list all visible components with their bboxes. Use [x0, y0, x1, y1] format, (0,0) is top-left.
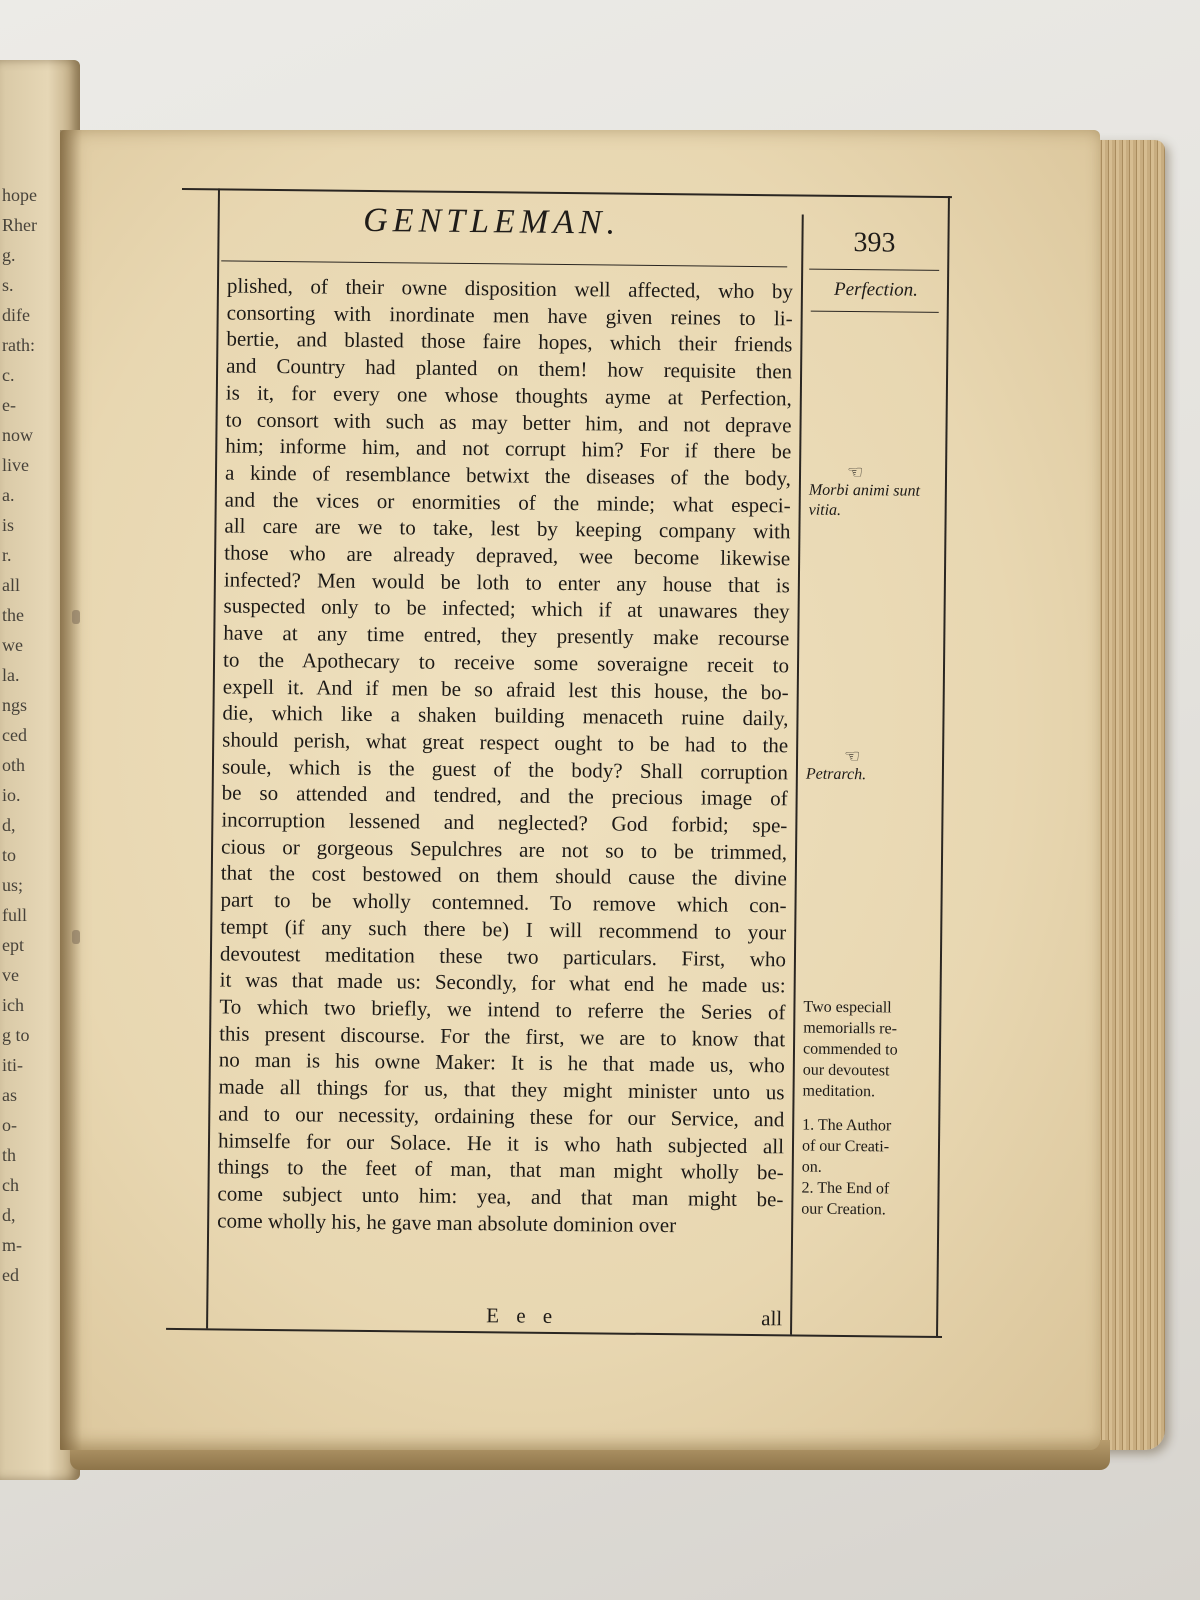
facing-page-fragment: io. [2, 785, 21, 805]
facing-page-fragment: oth [2, 755, 26, 775]
text-line: incorruption lessened and neglected? God forbid; spe- [221, 807, 788, 838]
facing-page-fragment: d, [2, 815, 16, 835]
text-line: to the Apothecary to receive some soveraigne receit to [222, 647, 790, 678]
text-line: all care are we to take, lest by keeping company with [224, 513, 791, 544]
margin-note-line: memorialls re- [803, 1019, 898, 1038]
facing-page-fragment: ich [2, 995, 24, 1015]
facing-page-fragment: ept [2, 935, 24, 955]
text-line: no man is his owne Maker: It is he that made us, who [218, 1047, 785, 1078]
facing-page-fragment: la. [2, 665, 20, 685]
text-line: part to be wholly contemned. To remove which con- [220, 887, 787, 918]
text-line: himselfe for our Solace. He it is who hath subjected all [217, 1127, 785, 1158]
margin-rule [811, 311, 939, 313]
catchword: all [761, 1306, 783, 1331]
text-line: consorting with inordinate men have given reines to li- [226, 300, 793, 331]
margin-note-petrarch [806, 747, 938, 786]
facing-page-fragment: full [2, 905, 27, 925]
printed-text-block [170, 188, 956, 1341]
facing-page-fragment: live [2, 455, 29, 475]
text-line: this present discourse. For the first, we are to know that [219, 1021, 786, 1052]
facing-page-fragment: we [2, 635, 23, 655]
binding-mark [72, 930, 80, 944]
page-gutter-shadow [60, 130, 82, 1450]
signature-mark: E e e [486, 1303, 559, 1329]
facing-page-fragment: as [2, 1085, 17, 1105]
text-line: and the vices or enormities of the minde; what especi- [224, 487, 791, 518]
facing-page-fragment: iti- [2, 1055, 23, 1075]
text-line: those who are already depraved, wee become likewise [224, 540, 791, 571]
margin-note-line: 2. The End of [801, 1179, 890, 1198]
text-line: it was that made us: Secondly, for what end he made us: [219, 967, 786, 998]
facing-page-fragment: now [2, 425, 33, 445]
text-line: cious or gorgeous Sepulchres are not so to be trimmed, [220, 834, 788, 865]
text-line: and Country had planted on them! how requisite then [226, 353, 793, 384]
text-line: suspected only to be infected; which if at unawares they [223, 593, 790, 624]
facing-page-fragment: ed [2, 1265, 19, 1285]
facing-page-fragment: o- [2, 1115, 17, 1135]
text-line: soule, which is the guest of the body? Shall corruption [221, 754, 789, 785]
text-line: and to our necessity, ordaining these for our Service, and [218, 1101, 785, 1132]
text-line: die, which like a shaken building menaceth ruine daily, [222, 700, 789, 731]
text-line: plished, of their owne disposition well affected, who by [226, 273, 794, 304]
facing-page-fragment: ve [2, 965, 19, 985]
facing-page-fragment: ced [2, 725, 27, 745]
text-line: have at any time entred, they presently make recourse [223, 620, 790, 651]
margin-note-author-end [801, 1115, 934, 1221]
running-head-rule [221, 260, 787, 267]
margin-note-memorials [802, 997, 935, 1103]
margin-rule [809, 269, 939, 271]
text-line: him; informe him, and not corrupt him? For if there be [225, 433, 792, 464]
margin-note-line: our devoutest [802, 1061, 890, 1080]
margin-note-line: Morbi animi sunt [808, 481, 921, 500]
body-text [217, 272, 793, 1239]
facing-page-fragment: ch [2, 1175, 19, 1195]
facing-page-fragment: d, [2, 1205, 16, 1225]
facing-page-fragment: all [2, 575, 20, 595]
text-line: be so attended and tendred, and the precious image of [221, 780, 788, 811]
text-line: things to the feet of man, that man might wholly be- [217, 1154, 784, 1185]
pointing-hand-icon: ☜ [843, 745, 861, 767]
text-line: come subject unto him: yea, and that man might be- [217, 1181, 784, 1212]
facing-page-fragment: r. [2, 545, 12, 565]
margin-note-line: of our Creati- [801, 1137, 890, 1156]
facing-page-fragment: dife [2, 305, 30, 325]
pointing-hand-icon: ☜ [846, 461, 864, 483]
text-line: infected? Men would be loth to enter any house that is [223, 567, 791, 598]
facing-page-fragment: g to [2, 1025, 30, 1045]
facing-page-fragment: ngs [2, 695, 28, 715]
facing-page-fragment: is [2, 515, 15, 535]
facing-page-fragment: s. [2, 275, 14, 295]
margin-note-line: on. [801, 1158, 822, 1176]
page-footer [216, 1300, 782, 1332]
text-line: To which two briefly, we intend to referre the Series of [219, 994, 786, 1025]
text-line: a kinde of resemblance betwixt the diseases of the body, [224, 460, 792, 491]
facing-page-fragment: us; [2, 875, 24, 895]
facing-page-fragment: c. [2, 365, 15, 385]
running-head: GENTLEMAN. [363, 201, 621, 242]
text-line: is it, for every one whose thoughts ayme at Perfection, [225, 380, 792, 411]
facing-page-fragment: e- [2, 395, 16, 415]
margin-note-line: meditation. [802, 1082, 876, 1101]
text-line: expell it. And if men be so afraid lest this house, the bo- [222, 674, 789, 704]
margin-note-morbi [809, 463, 942, 522]
text-line: bertie, and blasted those faire hopes, which their friends [226, 326, 793, 357]
text-line: come wholly his, he gave man absolute dominion over [217, 1208, 677, 1237]
text-line: tempt (if any such there be) I will recommend to your [220, 914, 787, 945]
margin-heading: Perfection. [833, 278, 919, 301]
margin-note-line: our Creation. [801, 1200, 886, 1219]
text-line: that the cost bestowed on them should cause the divine [220, 860, 787, 891]
facing-page-fragment: th [2, 1145, 17, 1165]
facing-page-text [2, 180, 42, 1290]
facing-page-fragment: the [2, 605, 24, 625]
margin-note-line: Two especiall [803, 998, 892, 1017]
page-number: 393 [853, 227, 896, 259]
margin-note-line: vitia. [808, 501, 842, 519]
facing-page-fragment: rath: [2, 335, 35, 355]
text-line: to consort with such as may better him, and not deprave [225, 406, 792, 437]
facing-page-fragment: hope [2, 185, 37, 205]
facing-page-fragment: g. [2, 245, 16, 265]
facing-page-fragment: m- [2, 1235, 22, 1255]
margin-note-line: commended to [802, 1040, 898, 1059]
text-line: made all things for us, that they might minister unto us [218, 1074, 785, 1105]
facing-page-fragment: Rher [2, 215, 37, 235]
binding-mark [72, 610, 80, 624]
margin-note-line: Petrarch. [805, 765, 867, 784]
text-line: should perish, what great respect ought to be had to the [222, 727, 789, 758]
margin-note-line: 1. The Author [802, 1116, 892, 1135]
facing-page-fragment: a. [2, 485, 15, 505]
text-line: devoutest meditation these two particulars. First, who [219, 941, 787, 971]
facing-page-fragment: to [2, 845, 17, 865]
